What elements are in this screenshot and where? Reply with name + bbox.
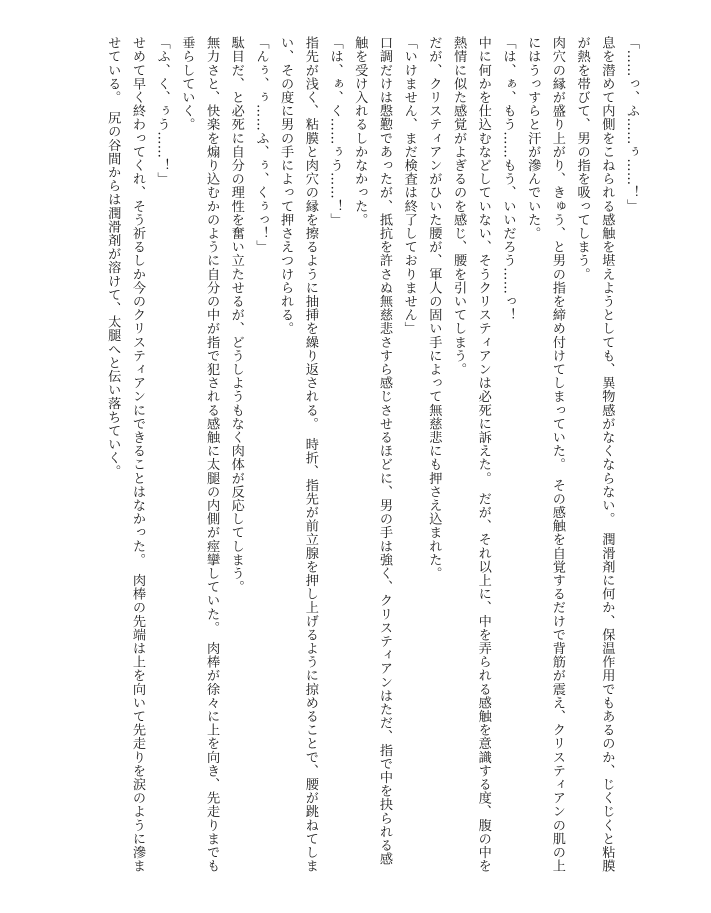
paragraph: 「ふ、く、ぅう……！」 xyxy=(154,36,170,186)
paragraph: 口調だけは慇懃であったが、抵抗を許さぬ無慈悲さすら感じさせるほどに、男の手は強く、クリスティアンはただ、指で中を抉られる感触を受け入れるしかなかった。 xyxy=(352,36,392,866)
paragraph: 指先が浅く、粘膜と肉穴の縁を擦るように抽挿を繰り返される。 時折、指先が前立腺を押し上げるように掠めることで、腰が跳ねてしまい、その度に男の手によって押さえつけられる。 xyxy=(278,36,318,873)
paragraph: 「んぅ、ぅ……ふ、ぅ、くぅっ！」 xyxy=(253,36,269,254)
paragraph: 息を潜めて内側をこねられる感触を堪えようとしても、異物感がなくならない。 潤滑剤に何か、保温作用でもあるのか、じくじくと粘膜が熱を帯びて、男の指を吸ってしまう。 xyxy=(574,36,615,873)
paragraph: 駄目だ、と必死に自分の理性を奮い立たせるが、どうしようもなく肉体が反応してしまう。 xyxy=(228,36,244,594)
paragraph: 「いけません、まだ検査は終了しておりません」 xyxy=(401,36,417,336)
paragraph: 「は、ぁ、もう……もう、いいだろう……っ！ xyxy=(500,36,516,322)
paragraph: 「は、ぁ、く……ぅう……！」 xyxy=(327,36,343,227)
paragraph: 「……っ、ふ……ぅ……！」 xyxy=(624,36,639,213)
paragraph: 中に何かを仕込むなどしていない、そうクリスティアンは必死に訴えた。 だが、それ以上に、中を弄られる感触を意識する度、腹の中を熱情に似た感覚がよぎるのを感じ、腰を引いてしまう。 xyxy=(451,36,491,873)
paragraph: せめて早く終わってくれ、そう祈るしか今のクリスティアンにできることはなかった。 肉棒の先端は上を向いて先走りを涙のように滲ませている。 尻の谷間からは潤滑剤が溶けて、太腿へと伝い落ちていく。 xyxy=(105,36,145,873)
vertical-text-body xyxy=(53,36,643,876)
paragraph: だが、クリスティアンがひいた腰が、軍人の固い手によって無慈悲にも押さえ込まれた。 xyxy=(426,36,442,580)
paragraph: 無力さと、快楽を煽り込むかのように自分の中が指で犯される感触に太腿の内側が痙攣していた。 肉棒が徐々に上を向き、先走りまでも垂らしていく。 xyxy=(179,36,220,873)
paragraph: 肉穴の縁が盛り上がり、きゅう、と男の指を締め付けてしまっていた。 その感触を自覚するだけで背筋が震え、クリスティアンの肌の上にはうっすらと汗が滲んでいた。 xyxy=(525,36,565,873)
